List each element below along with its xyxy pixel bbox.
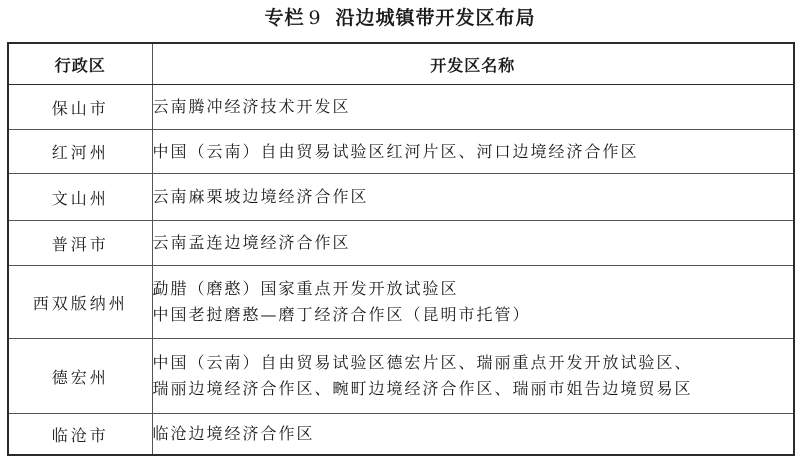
zone-cell — [152, 266, 794, 339]
zone-line: 中国老挝磨憨—磨丁经济合作区（昆明市托管） — [152, 305, 531, 324]
zone-line: 勐腊（磨憨）国家重点开发开放试验区 — [152, 279, 459, 298]
table-row — [8, 339, 794, 414]
title-prefix: 专栏 — [264, 7, 305, 29]
zone-line: 临沧边境经济合作区 — [152, 424, 315, 443]
region-cell: 德宏州 — [8, 339, 152, 414]
region-cell: 西双版纳州 — [8, 266, 152, 339]
region-cell: 保山市 — [8, 85, 152, 130]
header-zone-name: 开发区名称 — [152, 43, 794, 85]
zone-line: 云南腾冲经济技术开发区 — [152, 97, 351, 116]
page-title — [0, 6, 800, 30]
table-row — [8, 266, 794, 339]
zone-cell — [152, 85, 794, 130]
table-header-row — [8, 43, 794, 85]
region-cell: 临沧市 — [8, 414, 152, 456]
region-cell: 红河州 — [8, 130, 152, 174]
zone-cell — [152, 414, 794, 456]
table-row — [8, 221, 794, 266]
zone-line: 中国（云南）自由贸易试验区红河片区、河口边境经济合作区 — [152, 141, 639, 161]
zone-line: 云南孟连边境经济合作区 — [152, 233, 351, 252]
title-text: 沿边城镇带开发区布局 — [335, 7, 536, 29]
development-zone-table — [7, 42, 795, 456]
zone-line: 中国（云南）自由贸易试验区德宏片区、瑞丽重点开发开放试验区、 — [152, 353, 693, 372]
zone-cell — [152, 339, 794, 414]
table-row — [8, 85, 794, 130]
zone-cell — [152, 221, 794, 266]
zone-cell — [152, 130, 794, 174]
table-row — [8, 414, 794, 456]
region-cell: 文山州 — [8, 174, 152, 221]
zone-line: 瑞丽边境经济合作区、畹町边境经济合作区、瑞丽市姐告边境贸易区 — [152, 379, 693, 398]
zone-line: 云南麻栗坡边境经济合作区 — [152, 187, 369, 206]
title-number: 9 — [308, 7, 322, 29]
table-row — [8, 130, 794, 174]
zone-cell — [152, 174, 794, 221]
header-region: 行政区 — [8, 43, 152, 85]
region-cell: 普洱市 — [8, 221, 152, 266]
table-row — [8, 174, 794, 221]
